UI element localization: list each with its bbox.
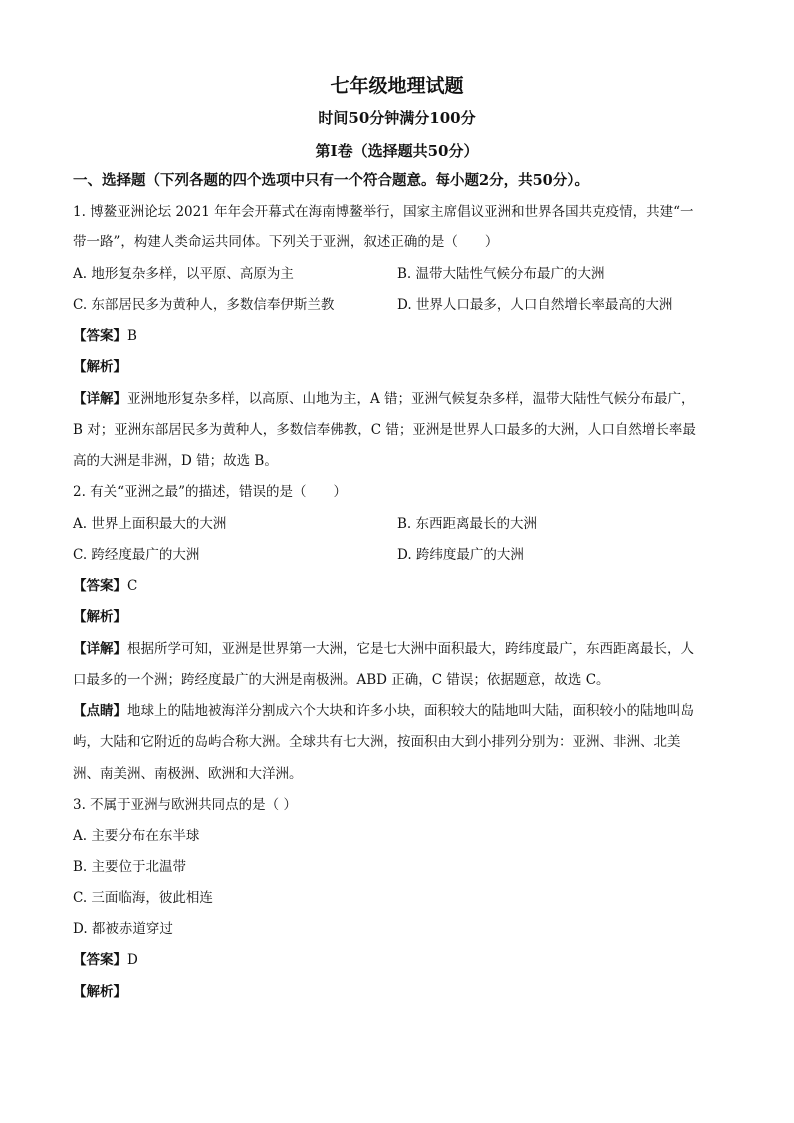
q2-detail-text1: 根据所学可知，亚洲是世界第一大洲，它是七大洲中面积最大，跨纬度最广，东西距离最长，人 bbox=[127, 641, 694, 657]
q1-detail-text1: 亚洲地形复杂多样，以高原、山地为主，A 错；亚洲气候复杂多样，温带大陆性气候分布最广， bbox=[127, 391, 695, 407]
q2-analysis bbox=[73, 607, 723, 627]
q3-option-c: C. 三面临海，彼此相连 bbox=[73, 890, 213, 906]
q2-option-d: D. 跨纬度最广的大洲 bbox=[397, 547, 524, 563]
q2-tip-line1 bbox=[73, 701, 723, 721]
q1-option-d: D. 世界人口最多，人口自然增长率最高的大洲 bbox=[397, 297, 673, 313]
q2-answer-value: C bbox=[127, 578, 138, 594]
q2-detail-line2: 口最多的一个洲；跨经度最广的大洲是南极洲。ABD 正确，C 错误；依据题意，故选 C。 bbox=[73, 672, 610, 688]
q1-stem-line1: 1. 博鳌亚洲论坛 2021 年年会开幕式在海南博鳌举行，国家主席倡议亚洲和世界各国共克疫情，共建“一 bbox=[73, 204, 694, 220]
exam-subtitle: 时间50分钟满分100分 bbox=[318, 109, 476, 127]
q3-analysis bbox=[73, 982, 723, 1002]
q2-tip-line3: 洲、南美洲、南极洲、欧洲和大洋洲。 bbox=[73, 766, 303, 782]
q3-option-a: A. 主要分布在东半球 bbox=[73, 828, 200, 844]
q2-stem: 2. 有关“亚洲之最”的描述，错误的是（ ） bbox=[73, 484, 347, 500]
q3-option-b: B. 主要位于北温带 bbox=[73, 859, 187, 875]
q2-answer bbox=[73, 576, 723, 596]
q2-detail-line1 bbox=[73, 639, 723, 659]
q3-option-d: D. 都被赤道穿过 bbox=[73, 921, 173, 937]
q2-tip-text1: 地球上的陆地被海洋分割成六个大块和许多小块，面积较大的陆地叫大陆，面积较小的陆地叫岛 bbox=[127, 703, 694, 719]
exam-title: 七年级地理试题 bbox=[330, 75, 464, 97]
answer-label: 【答案】 bbox=[73, 578, 127, 594]
section-heading: 一、选择题（下列各题的四个选项中只有一个符合题意。每小题2分，共50分）。 bbox=[73, 172, 590, 189]
q3-answer-value: D bbox=[127, 952, 138, 968]
q1-option-b: B. 温带大陆性气候分布最广的大洲 bbox=[397, 266, 605, 282]
q2-option-b: B. 东西距离最长的大洲 bbox=[397, 516, 538, 532]
q1-option-a: A. 地形复杂多样，以平原、高原为主 bbox=[73, 266, 294, 282]
volume-heading: 第Ⅰ卷（选择题共50分） bbox=[315, 142, 479, 160]
q1-detail-line1 bbox=[73, 389, 723, 409]
q1-option-c: C. 东部居民多为黄种人，多数信奉伊斯兰教 bbox=[73, 297, 335, 313]
answer-label: 【答案】 bbox=[73, 952, 127, 968]
q3-stem: 3. 不属于亚洲与欧洲共同点的是（ ） bbox=[73, 797, 297, 813]
q2-option-c: C. 跨经度最广的大洲 bbox=[73, 547, 200, 563]
q1-analysis bbox=[73, 357, 723, 377]
analysis-label: 【解析】 bbox=[73, 609, 127, 625]
q1-detail-line2: B 对；亚洲东部居民多为黄种人，多数信奉佛教，C 错；亚洲是世界人口最多的大洲，人口自然增长率最 bbox=[73, 422, 696, 438]
analysis-label: 【解析】 bbox=[73, 984, 127, 1000]
q1-stem-line2: 带一路”，构建人类命运共同体。下列关于亚洲，叙述正确的是（ ） bbox=[73, 234, 499, 250]
tip-label: 【点睛】 bbox=[73, 703, 127, 719]
q1-answer-value: B bbox=[127, 328, 137, 344]
q3-answer bbox=[73, 950, 723, 970]
answer-label: 【答案】 bbox=[73, 328, 127, 344]
analysis-label: 【解析】 bbox=[73, 359, 127, 375]
detail-label: 【详解】 bbox=[73, 391, 127, 407]
detail-label: 【详解】 bbox=[73, 641, 127, 657]
q2-option-a: A. 世界上面积最大的大洲 bbox=[73, 516, 227, 532]
q1-detail-line3: 高的大洲是非洲，D 错；故选 B。 bbox=[73, 453, 278, 469]
q1-answer bbox=[73, 326, 723, 346]
q2-tip-line2: 屿，大陆和它附近的岛屿合称大洲。全球共有七大洲，按面积由大到小排列分别为：亚洲、非洲、北美 bbox=[73, 734, 681, 750]
